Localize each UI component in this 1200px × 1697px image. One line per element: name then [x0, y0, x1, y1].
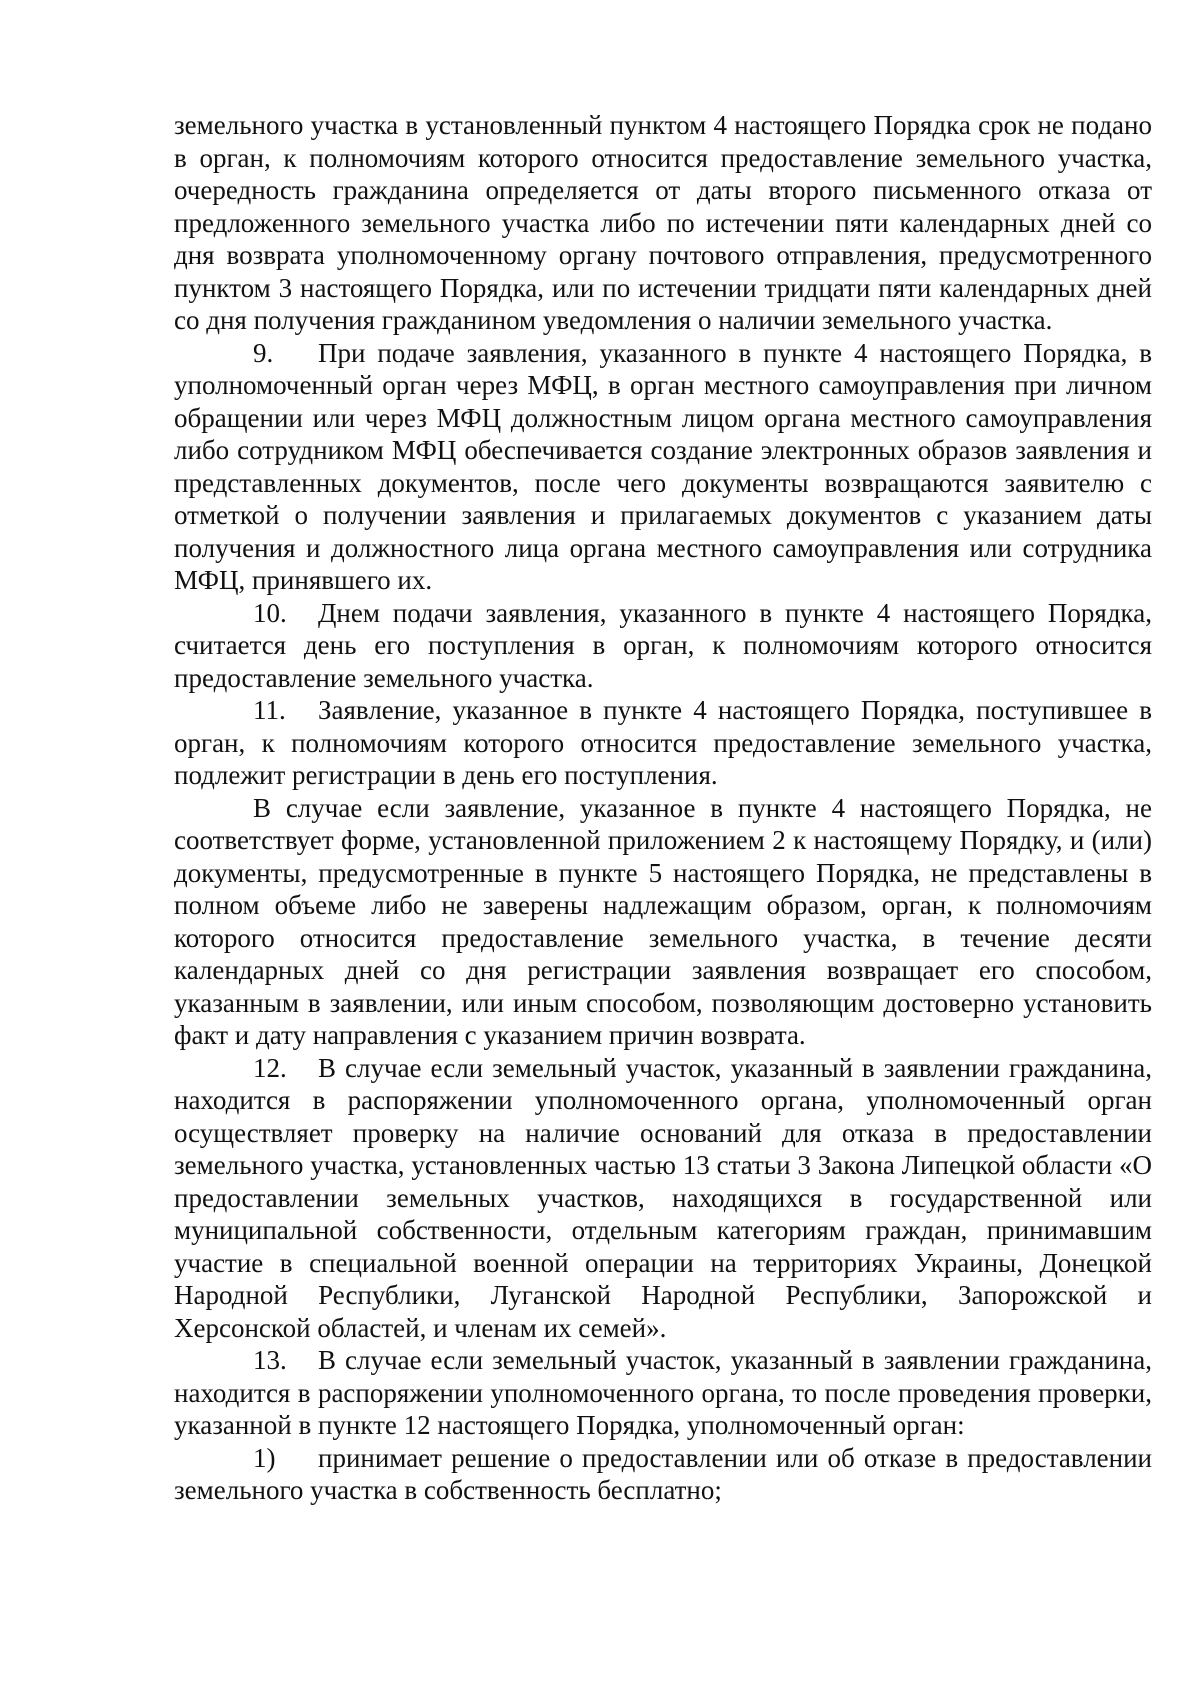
paragraph-number: 10.	[253, 597, 287, 628]
paragraph-text: принимает решение о предоставлении или об отказе в предоставлении земельного участка в собственность бесплатно;	[174, 1442, 1152, 1505]
paragraph-11	[174, 694, 1152, 792]
paragraph-text: земельного участка в установленный пунктом 4 настоящего Порядка срок не подано в орган, к полномочиям которого относится предоставление земельного участка, очередность гражданина определяется от даты второго письменного отказа от предложенного земельного участка либо по истечении пяти календарных дней со дня возврата уполномоченному органу почтового отправления, предусмотренного пунктом 3 настоящего Порядка, или по истечении тридцати пяти календарных дней со дня получения гражданином уведомления о наличии земельного участка.	[174, 110, 1152, 335]
paragraph-9	[174, 337, 1152, 597]
paragraph-text: В случае если земельный участок, указанный в заявлении гражданина, находится в распоряжении уполномоченного органа, уполномоченный орган осуществляет проверку на наличие оснований для отказа в предоставлении земельного участка, установленных частью 13 статьи 3 Закона Липецкой области «О предоставлении земельных участков, находящихся в государственной или муниципальной собственности, отдельным категориям граждан, принимавшим участие в специальной военной операции на территориях Украины, Донецкой Народной Республики, Луганской Народной Республики, Запорожской и Херсонской областей, и членам их семей».	[174, 1052, 1152, 1343]
paragraph-10	[174, 597, 1152, 695]
paragraph-number: 1)	[253, 1442, 276, 1473]
paragraph-number: 12.	[253, 1052, 287, 1083]
paragraph-8-continuation	[174, 109, 1152, 337]
paragraph-11-second	[174, 792, 1152, 1052]
paragraph-13-item-1	[174, 1442, 1152, 1507]
paragraph-number: 9.	[253, 337, 274, 368]
paragraph-text: Днем подачи заявления, указанного в пункте 4 настоящего Порядка, считается день его поступления в орган, к полномочиям которого относится предоставление земельного участка.	[174, 597, 1152, 693]
paragraph-text: В случае если заявление, указанное в пункте 4 настоящего Порядка, не соответствует форме, установленной приложением 2 к настоящему Порядку, и (или) документы, предусмотренные в пункте 5 настоящего Порядка, не представлены в полном объеме либо не заверены надлежащим образом, орган, к полномочиям которого относится предоставление земельного участка, в течение десяти календарных дней со дня регистрации заявления возвращает его способом, указанным в заявлении, или иным способом, позволяющим достоверно установить факт и дату направления с указанием причин возврата.	[174, 792, 1152, 1050]
paragraph-13	[174, 1344, 1152, 1442]
paragraph-text: При подаче заявления, указанного в пункте 4 настоящего Порядка, в уполномоченный орган через МФЦ, в орган местного самоуправления при личном обращении или через МФЦ должностным лицом органа местного самоуправления либо сотрудником МФЦ обеспечивается создание электронных образов заявления и представленных документов, после чего документы возвращаются заявителю с отметкой о получении заявления и прилагаемых документов с указанием даты получения и должностного лица органа местного самоуправления или сотрудника МФЦ, принявшего их.	[174, 337, 1152, 595]
paragraph-text: Заявление, указанное в пункте 4 настоящего Порядка, поступившее в орган, к полномочиям которого относится предоставление земельного участка, подлежит регистрации в день его поступления.	[174, 695, 1152, 790]
paragraph-text: В случае если земельный участок, указанный в заявлении гражданина, находится в распоряжении уполномоченного органа, то после проведения проверки, указанной в пункте 12 настоящего Порядка, уполномоченный орган:	[174, 1345, 1152, 1440]
paragraph-12	[174, 1052, 1152, 1345]
paragraph-number: 11.	[253, 695, 286, 725]
paragraph-number: 13.	[253, 1345, 287, 1375]
